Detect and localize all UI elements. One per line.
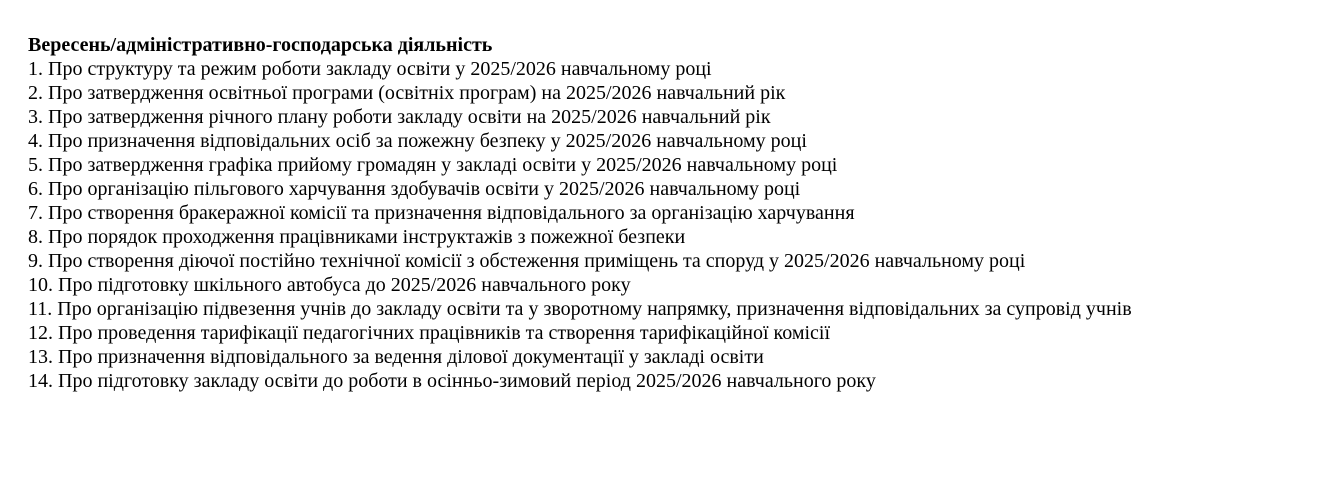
item-number: 5. [28, 154, 43, 176]
list-item [28, 369, 1298, 393]
list-item [28, 129, 1298, 153]
list-item [28, 105, 1298, 129]
list-item [28, 201, 1298, 225]
list-item [28, 153, 1298, 177]
item-text: Про затвердження графіка прийому громадян у закладі освіти у 2025/2026 навчальному році [48, 154, 838, 176]
item-text: Про створення діючої постійно технічної комісії з обстеження приміщень та споруд у 2025/2026 навчальному році [48, 250, 1026, 272]
item-number: 6. [28, 178, 43, 200]
item-number: 10. [28, 274, 53, 296]
item-number: 11. [28, 298, 53, 320]
item-number: 12. [28, 322, 53, 344]
list-item [28, 177, 1298, 201]
list-item [28, 297, 1298, 321]
item-text: Про проведення тарифікації педагогічних працівників та створення тарифікаційної комісії [58, 322, 831, 344]
item-number: 7. [28, 202, 43, 224]
item-text: Про призначення відповідального за ведення ділової документації у закладі освіти [58, 346, 764, 368]
item-text: Про затвердження освітньої програми (освітніх програм) на 2025/2026 навчальний рік [48, 82, 786, 104]
item-number: 1. [28, 58, 43, 80]
item-text: Про підготовку шкільного автобуса до 2025/2026 навчального року [58, 274, 631, 296]
list-item [28, 225, 1298, 249]
list-item [28, 345, 1298, 369]
item-text: Про порядок проходження працівниками інструктажів з пожежної безпеки [48, 226, 686, 248]
item-text: Про створення бракеражної комісії та призначення відповідального за організацію харчування [48, 202, 855, 224]
list-item [28, 81, 1298, 105]
list-item [28, 249, 1298, 273]
list-item [28, 57, 1298, 81]
item-number: 8. [28, 226, 43, 248]
section-heading: Вересень/адміністративно-господарська діяльність [28, 34, 493, 56]
list-item [28, 273, 1298, 297]
item-number: 13. [28, 346, 53, 368]
item-number: 3. [28, 106, 43, 128]
item-text: Про підготовку закладу освіти до роботи в осінньо-зимовий період 2025/2026 навчального року [58, 370, 876, 392]
item-number: 2. [28, 82, 43, 104]
item-text: Про організацію пільгового харчування здобувачів освіти у 2025/2026 навчальному році [48, 178, 801, 200]
item-text: Про організацію підвезення учнів до закладу освіти та у зворотному напрямку, призначення відповідальних за супровід учнів [57, 298, 1132, 320]
document-body [28, 33, 1298, 393]
list-item [28, 321, 1298, 345]
item-text: Про призначення відповідальних осіб за пожежну безпеку у 2025/2026 навчальному році [48, 130, 807, 152]
item-text: Про затвердження річного плану роботи закладу освіти на 2025/2026 навчальний рік [48, 106, 771, 128]
item-number: 14. [28, 370, 53, 392]
order-list [28, 57, 1298, 393]
item-text: Про структуру та режим роботи закладу освіти у 2025/2026 навчальному році [48, 58, 712, 80]
item-number: 4. [28, 130, 43, 152]
item-number: 9. [28, 250, 43, 272]
